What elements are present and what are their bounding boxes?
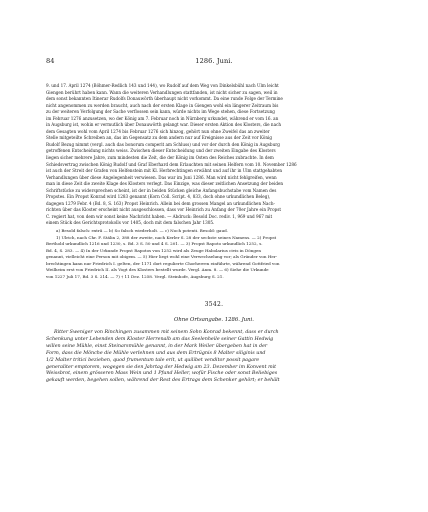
regest-line: generaliter emptorem, wogegen sie den Jahrtag der Hedwig am 23. Dezember im Konvent mit: [46, 364, 277, 370]
footnote-line: 1) Ulrich, nach Chr. F. Stälin 2, 388 der zweite, nach Kerler S. 28 der sechste seines Namens. — 2) Propst: [56, 234, 277, 240]
document-date-line: Ohne Ortsangabe. 1286. Juni.: [174, 317, 254, 324]
footnote-line: brechtingen kann nur Friedrich I. gelten, der 1171 dort regulierte Chorherren einführte, während Gottfried von: [46, 260, 280, 266]
text-line: zu der weiteren Verfolgung der Sache verflossen sein kann, würde nichts im Wege stehen, diese Fortsetzung: [46, 109, 275, 115]
text-line: liegen sicher mehrere Jahre, zum mindesten die Zeit, die der König im Osten des Reiches zubrachte. In dem: [46, 155, 274, 161]
footnote-line: a) Besold falsch: extrâ — b) So falsch wiederholt. — c) Noch potenti. Besold: gaud.: [56, 228, 229, 234]
text-line: im Februar 1276 anzusetzen, wo der König am 7. Februar noch in Nürnberg urkundet, während er vom 16. an: [46, 115, 279, 121]
regest-line: Ritter Sweniger von Rinchingen zusammen mit seinem Sohn Konrad bekennt, dass er durch: [54, 330, 279, 336]
text-line: einem Stück des Gerichtsprotokolls vor 1405, doch mit dem falschen Jahr 1305.: [46, 220, 215, 226]
footnote-line: genannt, vielleicht eine Person mit obigem. — 5) Hier liegt wohl eine Verwechselung vor; als Gründer von Her-: [46, 254, 278, 260]
text-line: Schriftstücke zu widersprechen scheint, ist der in beiden Stücken gleiche Anfangsbuchstabe vom Namen des: [46, 187, 277, 193]
text-line: Giengen berührt haben kann. Wann die weiteren Verhandlungen stattfanden, ist nicht sicher zu sagen, weil in: [46, 89, 278, 95]
document-number: 3542.: [204, 301, 224, 309]
text-line: man in diese Zeit die zweite Klage des Klosters verlegt. Das Einzige, was dieser zeitlichen Ansetzung der beiden: [46, 181, 284, 187]
text-line: Rudolf Bezug nimmt (vergl. auch das bonorum comperit am Schluss) und vor der durch den König in Augsburg: [46, 141, 280, 147]
regest-line: 1/2 Malter tritici beziehen, quod frumentum tale erit, ut quilibet venditor possit pagare: [46, 357, 260, 363]
text-line: richten über das Kloster erscheint nicht ausgeschlossen, dass vor Heinrich zu Anfang der 70er Jahre ein Propst: [46, 207, 281, 213]
text-line: Verhandlungen über diese Angelegenheit verwiesen. Das war im Juni 1286. Man wird nicht fehlgreifen, wenn: [46, 174, 277, 180]
footnote-line: Weilheim erst von Friedrich II. als Vogt des Klosters bestellt wurde. Vergl. Anm. 8. — 6) Siehe die Urkunde: [46, 267, 269, 273]
running-title: 1286. Juni.: [195, 57, 233, 65]
text-line: Propstes. Ein Propst Konrad wird 1283 genannt (Korn Coll. Script. 4, 833, doch ohne urkundlichen Beleg),: [46, 194, 271, 200]
footnote-line: Berthold urkundlich 1216 und 1230, s. Bd. 3 S. 50 und 4 S. 201. — 3) Propst Rapoto urkundlich 1252, s.: [46, 241, 263, 247]
footnotes: [46, 228, 382, 280]
text-line: getroffenen Entscheidung nichts weiss. Zwischen dieser Entscheidung und der zweiten Eingabe des Klosters: [46, 148, 276, 154]
text-line: Stelle mitgeteilte Schreiben an, das im Gegensatz zu dem andern nur auf Ereignisse aus der Zeit vor König: [46, 135, 273, 141]
commentary-text: [46, 83, 382, 227]
text-line: in Augsburg ist, wohin er vermutlich über Donauwörth gelangt war. Dieser ersten Aktion des Klosters, die nach: [46, 122, 282, 128]
text-line: Schiedsvertrag zwischen König Rudolf und Graf Eberhard dem Erlauchten mit seinen Helfern vom 10. November 1286: [46, 161, 297, 167]
footnote-line: Bd. 4, S. 283. — 4) In der Urkunde Propst Rapotos von 1252 wird als Zeuge Habolarius civis in Döngen: [46, 247, 262, 253]
text-line: nicht angenommen zu werden braucht, auch nach der ersten Klage in Giengen wohl ein längerer Zeitraum bis: [46, 102, 279, 108]
footnote-line: von 1227 Juli 17, Bd. 3 S. 214. — 7) † 11 Dez. 1258. Vergl. Steinhofe, Augsburg S. 21.: [46, 273, 224, 279]
page-number: 84: [46, 57, 55, 65]
regest-line: Weissbrot, einem grösseren Mass Wein und 1 Pfund Heller, wofür Fische oder sonst Beliebiges: [46, 371, 278, 377]
regest-line: willen seine Mühle, einst Steinarsmühle genannt, in der Mark Weiler übergeben hat in der: [46, 343, 268, 349]
page-header: [46, 57, 382, 71]
text-line: dem Gesagten wohl vom April 1274 bis Februar 1276 sich hinzog, gehört nun ohne Zweifel das an zweiter: [46, 128, 270, 134]
text-line: ist auch der Streit der Grafen von Helfenstein mit Kl. Herbrechtingen erwähnt und auf ihr in Ulm stattgehabten: [46, 168, 283, 174]
text-line: dagegen 1279 Febr. 4 (Bd. 8, S. 163) Propst Heinrich. Allein bei dem grossen Mangel an urkundlichen Nach-: [46, 200, 275, 206]
regest-text: [46, 330, 382, 385]
regest-line: gekauft werden, begehen sollen, während der Rest des Ertrags dem Schenker gehört; er behält: [46, 378, 280, 384]
regest-line: Form, dass die Mönche die Mühle verlehnen und aus dem Ertrügnis 8 Malter siliginis und: [46, 350, 266, 356]
text-line: 9. und 17. April 1274 (Böhmer-Redlich 143 und 144), wo Rudolf auf dem Weg von Dinkelsbühl nach Ulm leicht: [46, 83, 279, 88]
regest-line: Schenkung unter Lebenden dem Kloster Herrenalb am das Seelenheile seiner Gattin Hedwig: [46, 336, 274, 342]
document-page: [46, 57, 382, 385]
text-line: dem sonst bekannten Itinerar Rudolfs Donauwörth überhaupt nicht vorkommt. Da eine runde Folge der Termine: [46, 96, 283, 102]
text-line: C. regiert hat, von dem wir sonst keine Nachricht haben. — Abdruck: Besold Doc. rediv. 1, 969 und 967 mit: [46, 213, 273, 219]
